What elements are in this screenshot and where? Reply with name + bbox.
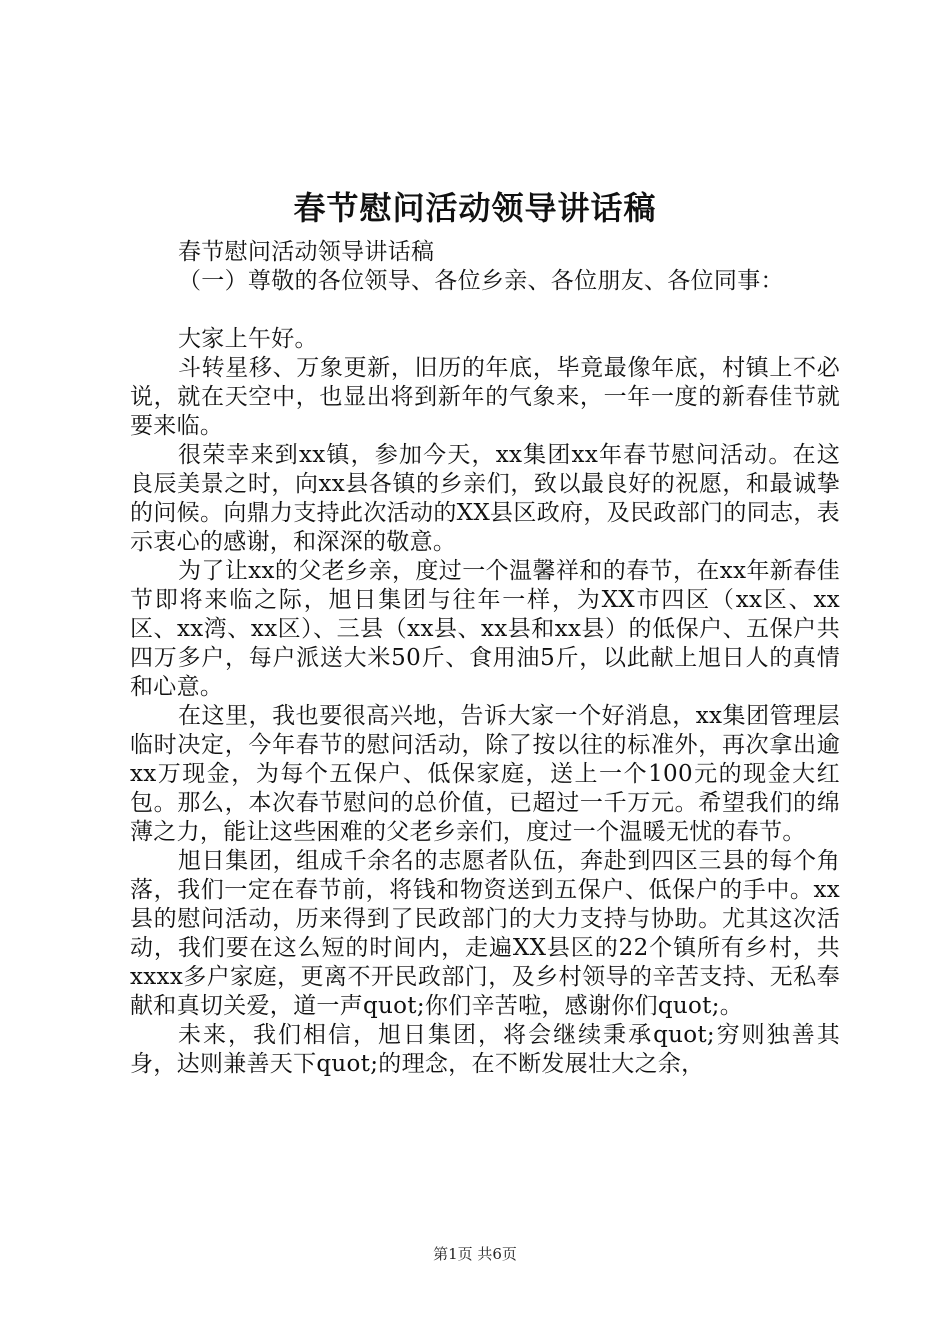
paragraph-subtitle: 春节慰问活动领导讲话稿	[178, 239, 435, 265]
paragraph: 斗转星移、万象更新，旧历的年底，毕竟最像年底，村镇上不必说，就在天空中，也显出将到新年的气象来，一年一度的新春佳节就要来临。	[130, 355, 840, 439]
paragraph: 在这里，我也要很高兴地，告诉大家一个好消息，xx集团管理层临时决定，今年春节的慰问活动，除了按以往的标准外，再次拿出逾xx万现金，为每个五保户、低保家庭，送上一个100元的现金大红包。那么，本次春节慰问的总价值，已超过一千万元。希望我们的绵薄之力，能让这些困难的父老乡亲们，度过一个温暖无忧的春节。	[130, 703, 840, 845]
paragraph: 为了让xx的父老乡亲，度过一个温馨祥和的春节，在xx年新春佳节即将来临之际，旭日集团与往年一样，为XX市四区（xx区、xx区、xx湾、xx区）、三县（xx县、xx县和xx县）的低保户、五保户共四万多户，每户派送大米50斤、食用油5斤，以此献上旭日人的真情和心意。	[130, 558, 840, 700]
document-title: 春节慰问活动领导讲话稿	[293, 189, 657, 227]
paragraph-greeting: 大家上午好。	[178, 326, 318, 352]
paragraph: 未来，我们相信，旭日集团，将会继续秉承quot;穷则独善其身，达则兼善天下quot;的理念，在不断发展壮大之余，	[130, 1022, 840, 1077]
document-body	[130, 238, 840, 1079]
page-number: 第1页 共6页	[433, 1245, 517, 1263]
paragraph: 很荣幸来到xx镇，参加今天，xx集团xx年春节慰问活动。在这良辰美景之时，向xx县各镇的乡亲们，致以最良好的祝愿，和最诚挚的问候。向鼎力支持此次活动的XX县区政府，及民政部门的同志，表示衷心的感谢，和深深的敬意。	[130, 442, 840, 555]
paragraph-salutation: （一）尊敬的各位领导、各位乡亲、各位朋友、各位同事：	[178, 268, 784, 294]
paragraph: 旭日集团，组成千余名的志愿者队伍，奔赴到四区三县的每个角落，我们一定在春节前，将钱和物资送到五保户、低保户的手中。xx县的慰问活动，历来得到了民政部门的大力支持与协助。尤其这次活动，我们要在这么短的时间内，走遍XX县区的22个镇所有乡村，共xxxx多户家庭，更离不开民政部门，及乡村领导的辛苦支持、无私奉献和真切关爱，道一声quot;你们辛苦啦，感谢你们quot;。	[130, 848, 840, 1019]
